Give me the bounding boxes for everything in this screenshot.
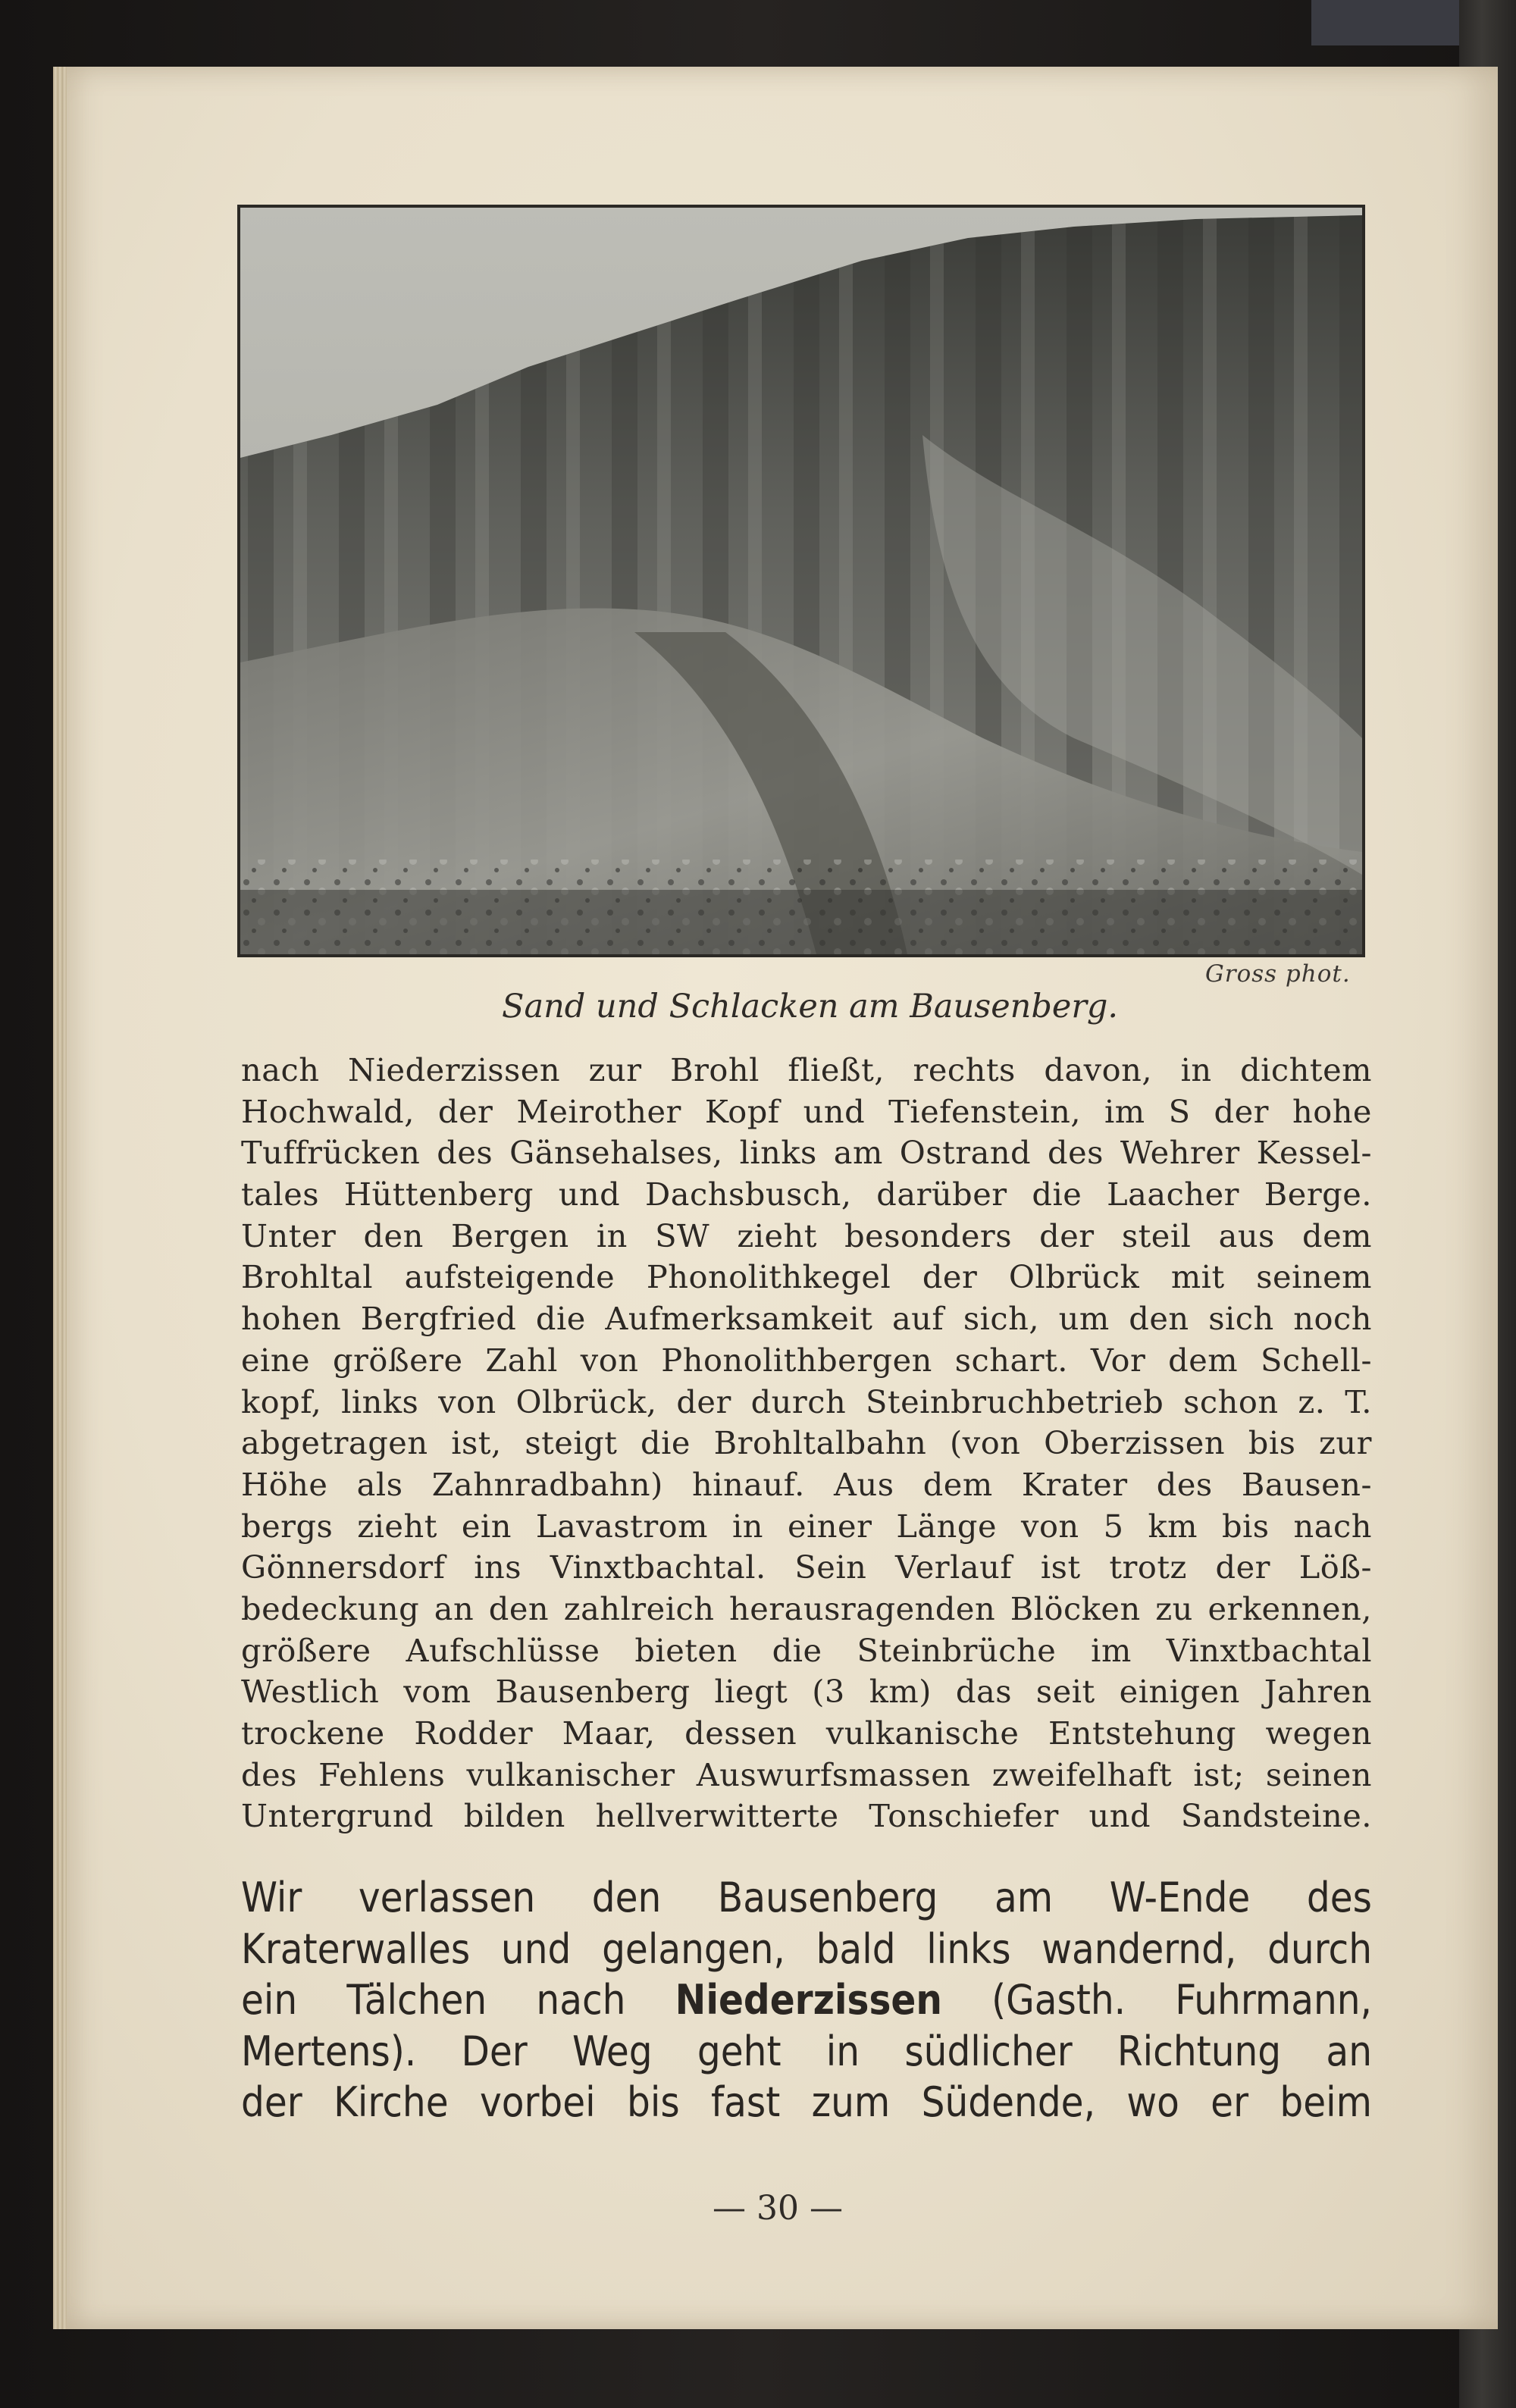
quarry-photo-image xyxy=(240,208,1362,954)
text-line: Brohltal aufsteigende Phonolithkegel der Olbrück mit seinem xyxy=(241,1258,1372,1296)
text-line: tales Hüttenberg und Dachsbusch, darüber die Laacher Berge. xyxy=(241,1176,1372,1213)
text-line: nach Niederzissen zur Brohl fließt, rechts davon, in dichtem xyxy=(241,1051,1372,1088)
route-line: der Kirche vorbei bis fast zum Südende, wo er beim xyxy=(241,2078,1372,2126)
route-line: Mertens). Der Weg geht in südlicher Richtung an xyxy=(241,2027,1372,2075)
paragraph xyxy=(241,1050,1372,1837)
text-line: Tuffrücken des Gänsehalses, links am Ostrand des Wehrer Kessel- xyxy=(241,1134,1372,1172)
text-line: trockene Rodder Maar, dessen vulkanische Entstehung wegen xyxy=(241,1714,1372,1752)
route-paragraph xyxy=(241,1872,1372,2128)
text-line: abgetragen ist, steigt die Brohltalbahn (von Oberzissen bis zur xyxy=(241,1424,1372,1462)
page-gutter xyxy=(53,67,67,2329)
text-line: des Fehlens vulkanischer Auswurfsmassen zweifelhaft ist; seinen xyxy=(241,1755,1372,1793)
text-line: Hochwald, der Meirother Kopf und Tiefenstein, im S der hohe xyxy=(241,1092,1372,1130)
text-line: Unter den Bergen in SW zieht besonders der steil aus dem xyxy=(241,1217,1372,1254)
route-line: Wir verlassen den Bausenberg am W-Ende des xyxy=(241,1874,1372,1921)
route-line xyxy=(241,1974,1372,2026)
text-line: Gönnersdorf ins Vinxtbachtal. Sein Verlauf ist trotz der Löß- xyxy=(241,1548,1372,1586)
route-text: (Gasth. Fuhrmann, xyxy=(991,1976,1372,2024)
quarry-photo xyxy=(237,205,1365,957)
text-line: eine größere Zahl von Phonolithbergen schart. Vor dem Schell- xyxy=(241,1341,1372,1379)
photo-foreground xyxy=(240,890,1362,954)
text-line: bergs zieht ein Lavastrom in einer Länge von 5 km bis nach xyxy=(241,1507,1372,1545)
page-number: — 30 — xyxy=(713,2189,843,2228)
photo-caption: Sand und Schlacken am Bausenberg. xyxy=(502,988,1119,1026)
text-line: Höhe als Zahnradbahn) hinauf. Aus dem Krater des Bausen- xyxy=(241,1465,1372,1503)
photo-credit: Gross phot. xyxy=(1205,960,1351,988)
text-line: hohen Bergfried die Aufmerksamkeit auf sich, um den sich noch xyxy=(241,1300,1372,1338)
place-name-niederzissen: Niederzissen xyxy=(675,1976,942,2024)
text-line: Westlich vom Bausenberg liegt (3 km) das seit einigen Jahren xyxy=(241,1673,1372,1711)
text-line: Untergrund bilden hellverwitterte Tonschiefer und Sandsteine. xyxy=(241,1797,1372,1835)
route-line: Kraterwalles und gelangen, bald links wandernd, durch xyxy=(241,1924,1372,1973)
text-line: größere Aufschlüsse bieten die Steinbrüche im Vinxtbachtal xyxy=(241,1631,1372,1669)
text-line: bedeckung an den zahlreich herausragenden Blöcken zu erkennen, xyxy=(241,1589,1372,1627)
route-text: ein Tälchen nach xyxy=(241,1976,626,2024)
text-line: kopf, links von Olbrück, der durch Steinbruchbetrieb schon z. T. xyxy=(241,1382,1372,1420)
